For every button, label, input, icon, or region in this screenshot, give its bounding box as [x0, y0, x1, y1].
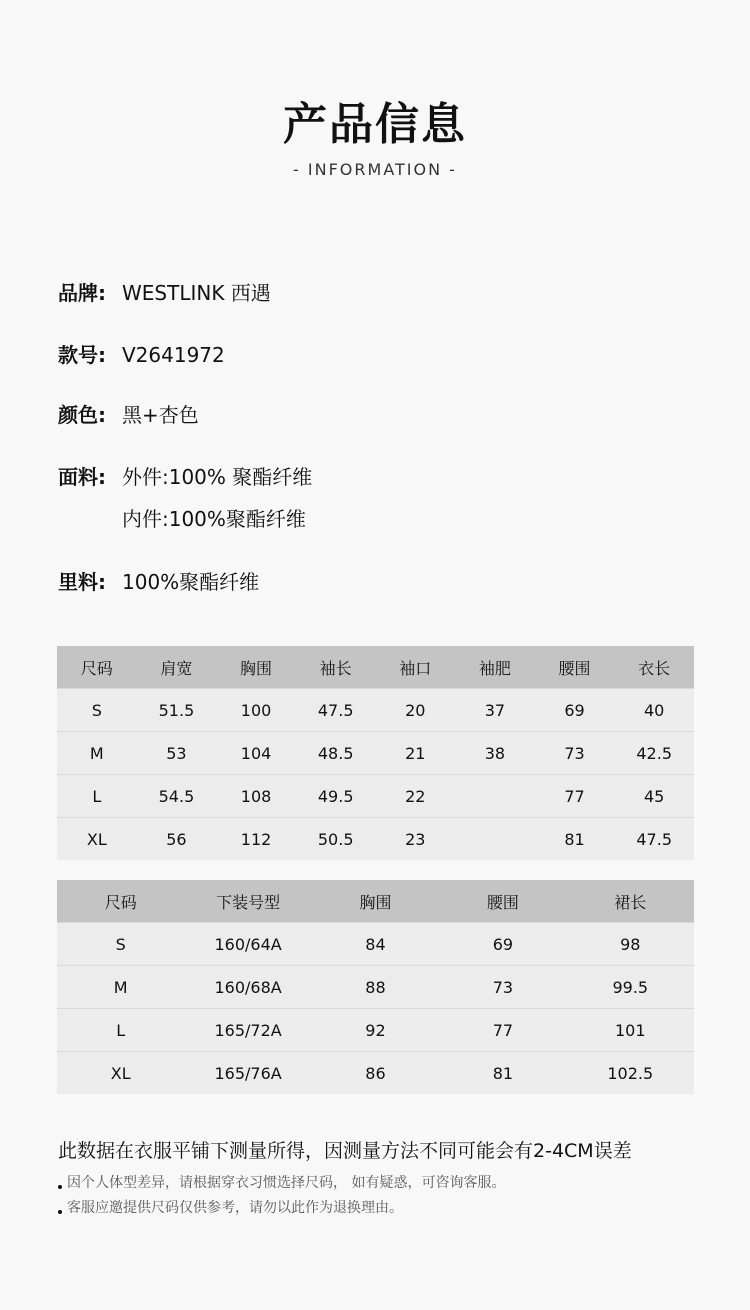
table-cell	[455, 818, 535, 861]
table-cell: 37	[455, 689, 535, 732]
table-cell: S	[57, 689, 137, 732]
measurement-note: 此数据在衣服平铺下测量所得，因测量方法不同可能会有2-4CM误差	[58, 1140, 632, 1162]
fabric-label: 面料:	[58, 465, 106, 489]
table-row	[57, 1009, 694, 1052]
table-cell: 21	[376, 732, 456, 775]
table-cell: XL	[57, 818, 137, 861]
table-cell: 23	[376, 818, 456, 861]
color-value: 黑+杏色	[122, 403, 199, 427]
fabric-value: 外件:100% 聚酯纤维	[122, 465, 313, 489]
table-cell: 42.5	[614, 732, 694, 775]
table-cell: 47.5	[614, 818, 694, 861]
table-header-cell: 裙长	[567, 880, 694, 923]
table-header-cell: 衣长	[614, 646, 694, 689]
brand-row	[58, 281, 271, 305]
table-header-cell: 袖长	[296, 646, 376, 689]
lining-row	[58, 570, 259, 594]
table-cell: S	[57, 923, 184, 966]
brand-label: 品牌:	[58, 281, 106, 305]
table-cell: 160/64A	[184, 923, 311, 966]
table-cell: 81	[439, 1052, 566, 1095]
table-cell: 92	[312, 1009, 439, 1052]
table-cell: 51.5	[137, 689, 217, 732]
table-cell: XL	[57, 1052, 184, 1095]
table-cell: 88	[312, 966, 439, 1009]
table-cell: 48.5	[296, 732, 376, 775]
table-cell: 56	[137, 818, 217, 861]
table-row	[57, 966, 694, 1009]
lining-label: 里料:	[58, 570, 106, 594]
table-header-cell: 尺码	[57, 646, 137, 689]
table-cell: 40	[614, 689, 694, 732]
table-header-cell: 胸围	[312, 880, 439, 923]
table-cell: 108	[216, 775, 296, 818]
table-cell: 47.5	[296, 689, 376, 732]
note-item-2	[58, 1198, 403, 1218]
table-header-cell: 腰围	[535, 646, 615, 689]
table-header-row	[57, 880, 694, 923]
table-cell: M	[57, 966, 184, 1009]
table-cell: 45	[614, 775, 694, 818]
brand-value: WESTLINK 西遇	[122, 281, 271, 305]
table-header-cell: 尺码	[57, 880, 184, 923]
table-cell	[455, 775, 535, 818]
table-cell: 98	[567, 923, 694, 966]
table-header-cell: 腰围	[439, 880, 566, 923]
table-cell: 165/72A	[184, 1009, 311, 1052]
table-header-cell: 胸围	[216, 646, 296, 689]
table-cell: M	[57, 732, 137, 775]
color-label: 颜色:	[58, 403, 106, 427]
table-row	[57, 775, 694, 818]
table-cell: 73	[439, 966, 566, 1009]
table-header-row	[57, 646, 694, 689]
table-header-cell: 袖肥	[455, 646, 535, 689]
table-cell: 54.5	[137, 775, 217, 818]
table-cell: 101	[567, 1009, 694, 1052]
note-text: 客服应邀提供尺码仅供参考，请勿以此作为退换理由。	[67, 1200, 403, 1216]
table-cell: 20	[376, 689, 456, 732]
table-cell: 104	[216, 732, 296, 775]
table-cell: 77	[535, 775, 615, 818]
note-text: 因个人体型差异，请根据穿衣习惯选择尺码， 如有疑惑，可咨询客服。	[67, 1175, 506, 1191]
table-cell: 84	[312, 923, 439, 966]
table-cell: 38	[455, 732, 535, 775]
lining-value: 100%聚酯纤维	[122, 570, 260, 594]
fabric-row	[58, 465, 312, 489]
table-cell: 69	[535, 689, 615, 732]
table-header-cell: 下装号型	[184, 880, 311, 923]
table-cell: 81	[535, 818, 615, 861]
table-header-cell: 袖口	[376, 646, 456, 689]
fabric-value-2: 内件:100%聚酯纤维	[122, 507, 306, 531]
page-subtitle: - INFORMATION -	[293, 160, 457, 179]
table-cell: 50.5	[296, 818, 376, 861]
table-cell: L	[57, 1009, 184, 1052]
table-cell: 86	[312, 1052, 439, 1095]
bottom-size-table	[57, 880, 694, 1094]
style-no-row	[58, 343, 225, 367]
table-cell: 112	[216, 818, 296, 861]
style-no-label: 款号:	[58, 343, 106, 367]
table-row	[57, 923, 694, 966]
bullet-dot-icon	[58, 1210, 62, 1214]
table-cell: 100	[216, 689, 296, 732]
table-cell: 53	[137, 732, 217, 775]
color-row	[58, 403, 199, 427]
note-item-1	[58, 1173, 505, 1193]
bullet-dot-icon	[58, 1185, 62, 1189]
table-cell: 165/76A	[184, 1052, 311, 1095]
table-row	[57, 1052, 694, 1095]
table-row	[57, 732, 694, 775]
table-cell: 102.5	[567, 1052, 694, 1095]
table-cell: 69	[439, 923, 566, 966]
table-cell: 160/68A	[184, 966, 311, 1009]
table-cell: 77	[439, 1009, 566, 1052]
table-header-cell: 肩宽	[137, 646, 217, 689]
page-title: 产品信息	[283, 99, 467, 150]
table-cell: 22	[376, 775, 456, 818]
table-cell: 49.5	[296, 775, 376, 818]
table-row	[57, 689, 694, 732]
style-no-value: V2641972	[122, 343, 225, 367]
table-cell: L	[57, 775, 137, 818]
table-row	[57, 818, 694, 861]
top-size-table	[57, 646, 694, 860]
table-cell: 73	[535, 732, 615, 775]
table-cell: 99.5	[567, 966, 694, 1009]
